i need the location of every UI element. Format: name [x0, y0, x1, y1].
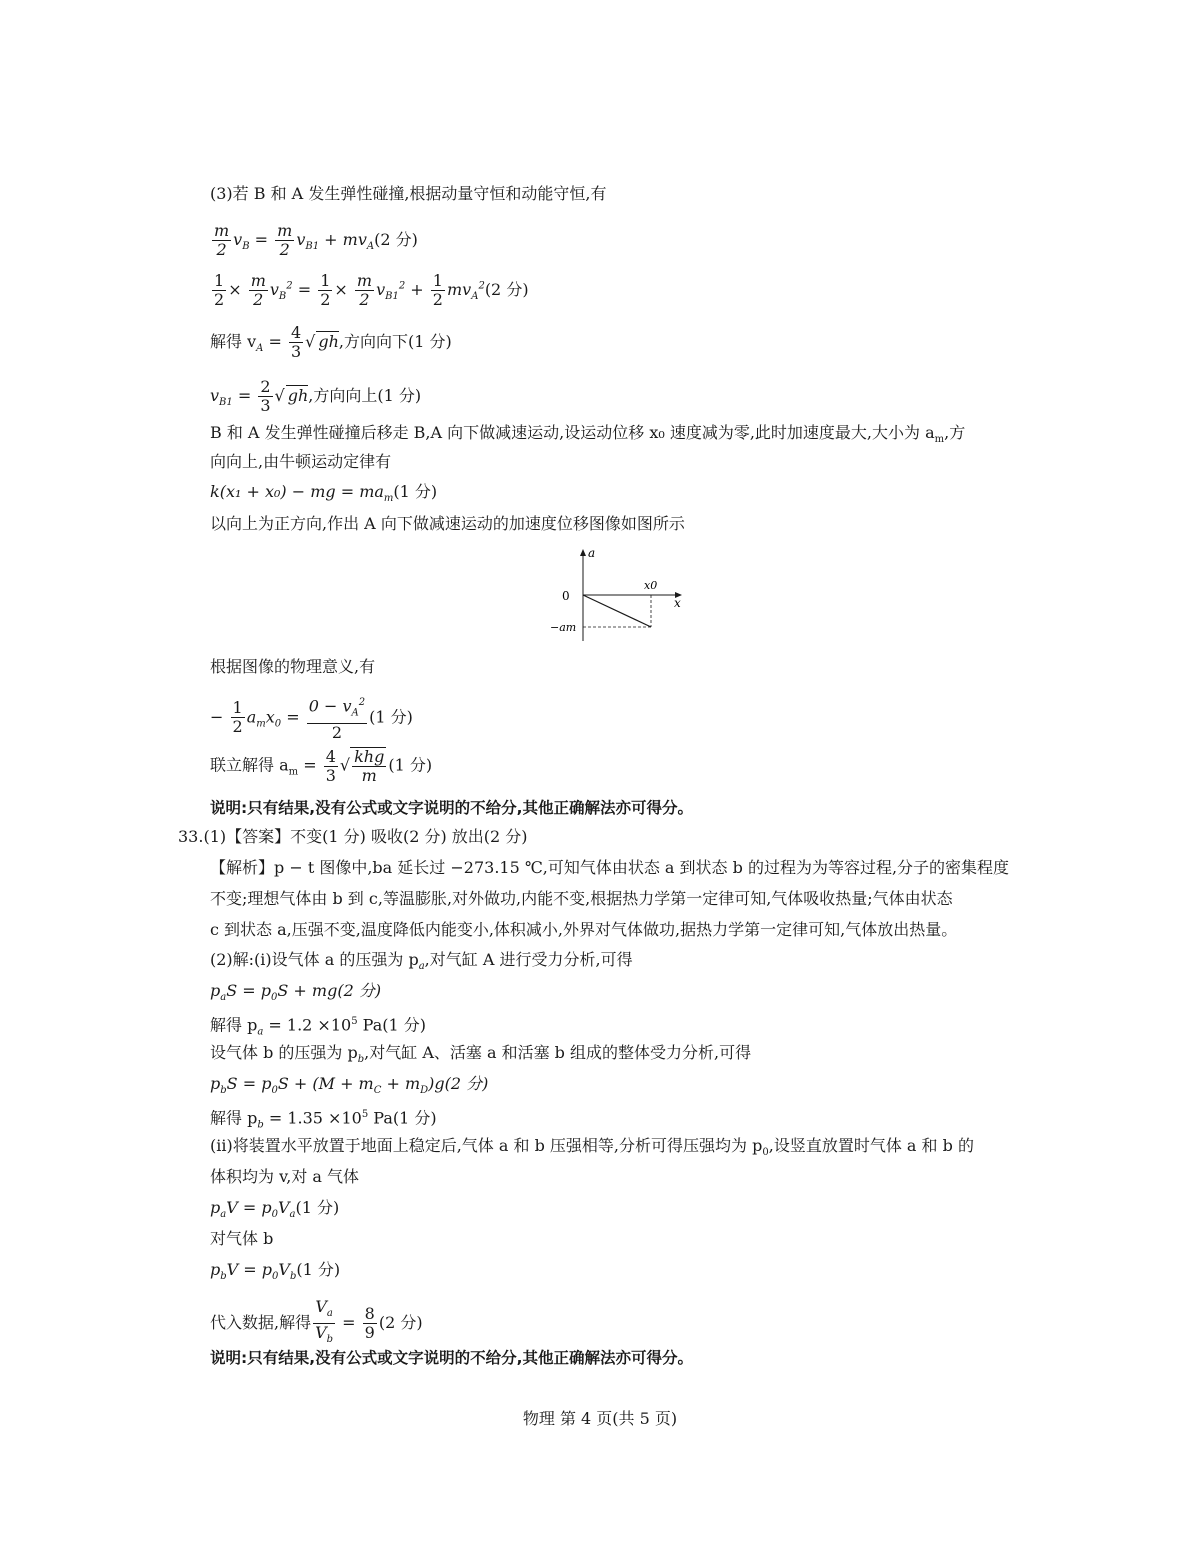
q33-analysis-2: 不变;理想气体由 b 到 c,等温膨胀,对外做功,内能不变,根据热力学第一定律可知,气体吸收热量;气体由状态 [210, 889, 953, 908]
pb-equation: $p_bS = p_0S + (M + m_C + m_D)g(2$ 分) [210, 1074, 489, 1097]
gas-b-label: 对气体 b [210, 1229, 274, 1248]
gas-b-equation: $p_bV = p_0V_b(1$ 分) [210, 1260, 341, 1283]
part-ii-intro: (ⅱ)将装置水平放置于地面上稳定后,气体 a 和 b 压强相等,分析可得压强均为 $p_0$,设竖直放置时气体 a 和 b 的 [210, 1136, 974, 1159]
acceleration-displacement-graph [540, 545, 700, 645]
solution-part3-intro: (3)若 B 和 A 发生弹性碰撞,根据动量守恒和动能守恒,有 [210, 184, 607, 203]
pb-intro: 设气体 b 的压强为 $p_b$,对气缸 A、活塞 a 和活塞 b 组成的整体受力分析,可得 [210, 1043, 752, 1066]
vb1-result: $v_{B1}$ = $\frac{2}{3}$ √ gh,方向向上(1 分) [210, 377, 422, 415]
volume-ratio-result: 代入数据,解得 $\frac{V_a}{V_b}$ = $\frac{8}{9}$ (2 分) [210, 1297, 423, 1346]
q33-analysis-1: 【解析】p − t 图像中,ba 延长过 −273.15 ℃,可知气体由状态 a 到状态 b 的过程为为等容过程,分子的密集程度 [210, 858, 1010, 877]
pb-result: 解得 $p_b = 1.35 \times 10^5$ Pa(1 分) [210, 1108, 437, 1131]
energy-equation: $\frac{1}{2}$ × $\frac{m}{2}$ $v_B^2$ = $\frac{1}{2}$ × $\frac{m}{2}$ $v_{B1}^2$ + $\frac{1}{2}$ $mv_A^2(2$ 分) [214, 271, 529, 309]
graph-intro: 以向上为正方向,作出 A 向下做减速运动的加速度位移图像如图所示 [210, 514, 685, 533]
x-axis-label: x [674, 596, 681, 610]
pa-result: 解得 $p_a = 1.2 \times 10^5$ Pa(1 分) [210, 1015, 426, 1038]
paragraph-after-collision: B 和 A 发生弹性碰撞后移走 B,A 向下做减速运动,设运动位移 x₀ 速度减为零,此时加速度最大,大小为 $a_m$,方 [210, 423, 966, 446]
q33-answer: 33.(1)【答案】不变(1 分) 吸收(2 分) 放出(2 分) [178, 827, 528, 846]
a-x-line [583, 595, 651, 627]
part-ii-intro-cont: 体积均为 v,对 a 气体 [210, 1167, 360, 1186]
am-result: 联立解得 $a_m$ = $\frac{4}{3}$ √ $\frac{\text{khg}}{m}$ (1 分) [210, 746, 433, 785]
va-result: 解得 $v_A$ = $\frac{4}{3}$ √ gh,方向向下(1 分) [210, 323, 452, 361]
note-2: 说明:只有结果,没有公式或文字说明的不给分,其他正确解法亦可得分。 [210, 1349, 693, 1367]
q33-part2-intro: (2)解:(ⅰ)设气体 a 的压强为 $p_a$,对气缸 A 进行受力分析,可得 [210, 950, 633, 973]
y-axis-arrow [580, 549, 586, 556]
newton-equation: k(x₁ + x₀) − mg = $ma_m(1$ 分) [210, 482, 438, 505]
neg-am-label: −am [550, 621, 577, 634]
y-axis-label: a [588, 546, 596, 560]
origin-label: 0 [562, 589, 570, 603]
q33-analysis-3: c 到状态 a,压强不变,温度降低内能变小,体积减小,外界对气体做功,据热力学第一定律可知,气体放出热量。 [210, 920, 958, 939]
note-1: 说明:只有结果,没有公式或文字说明的不给分,其他正确解法亦可得分。 [210, 799, 693, 817]
graph-meaning: 根据图像的物理意义,有 [210, 657, 376, 676]
pa-equation: $p_aS = p_0S + mg(2$ 分) [210, 981, 382, 1004]
page-footer: 物理 第 4 页(共 5 页) [522, 1409, 678, 1428]
graph-area-equation: − $\frac{1}{2}$ $a_mx_0$ = $\frac{0 - v_A^2}{2}$ (1 分) [210, 694, 413, 742]
momentum-equation: $\frac{m}{2}$ $v_B$ = $\frac{m}{2}$ $v_{B1} + mv_A(2$ 分) [214, 221, 418, 259]
gas-a-equation: $p_aV = p_0V_a(1$ 分) [210, 1198, 340, 1221]
x0-label: x0 [644, 579, 658, 592]
paragraph-after-collision-cont: 向向上,由牛顿运动定律有 [210, 452, 392, 471]
